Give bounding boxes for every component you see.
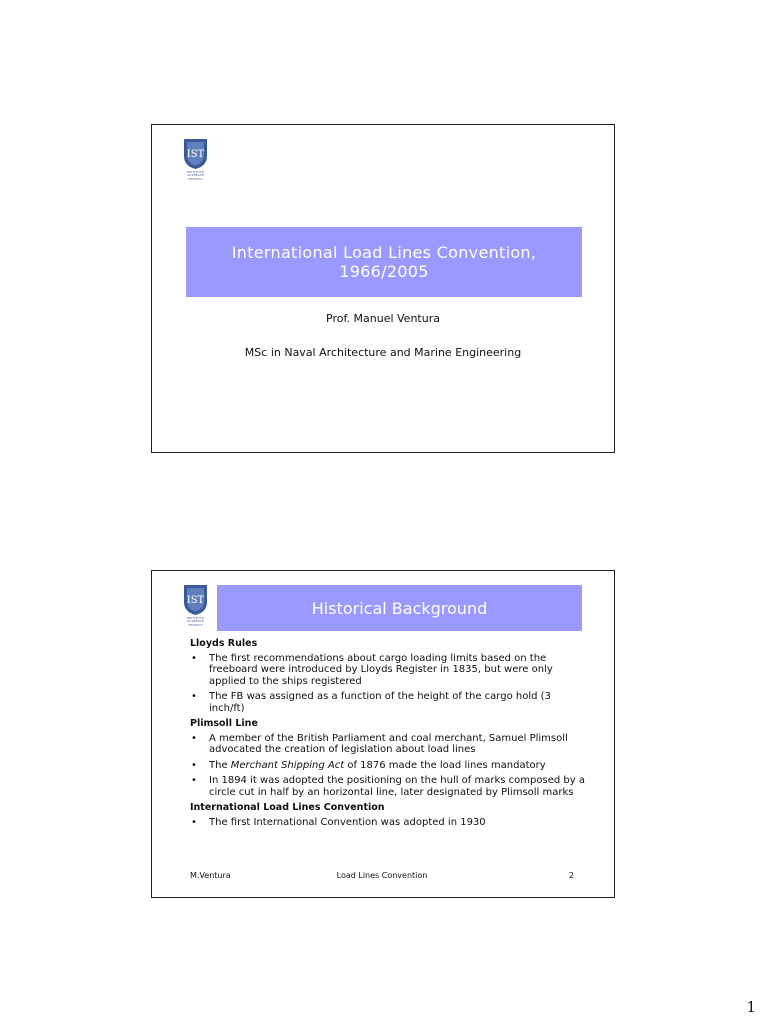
list-item-text: The first recommendations about cargo loading limits based on the freeboard were introduced by Lloyds Register in 1835, but were only applied to the ships registered	[209, 652, 553, 687]
slide-1-title-box	[186, 227, 582, 297]
logo-line-2: SUPERIOR	[187, 173, 204, 178]
section-heading: International Load Lines Convention	[190, 802, 385, 813]
logo-line-1: INSTITUTO	[186, 170, 205, 174]
list-item-text: In 1894 it was adopted the positioning on the hull of marks composed by a circle cut in half by an horizontal line, later designated by Plimsoll marks	[209, 775, 585, 798]
bullet: •	[191, 816, 197, 828]
logo-line-2: SUPERIOR	[187, 619, 204, 624]
bullet: •	[191, 691, 197, 702]
footer-title: Load Lines Convention	[336, 871, 428, 880]
logo-line-3: TÉCNICO	[188, 622, 203, 627]
list-item	[190, 817, 585, 829]
slide-2-content	[190, 638, 585, 832]
slide-2	[151, 570, 615, 898]
author-name: Prof. Manuel Ventura	[326, 312, 440, 325]
list-item-text: The first International Convention was adopted in 1930	[209, 816, 486, 828]
university-logo	[182, 584, 209, 630]
program-name: MSc in Naval Architecture and Marine Engineering	[244, 346, 522, 359]
logo-line-1: INSTITUTO	[186, 616, 205, 620]
bullet: •	[191, 732, 197, 744]
shield-icon	[182, 138, 209, 170]
slide-1	[151, 124, 615, 453]
list-item	[190, 691, 585, 714]
svg-text:IST: IST	[186, 149, 205, 160]
bullet: •	[191, 775, 197, 786]
bullet: •	[191, 652, 197, 664]
list-item-text: A member of the British Parliament and coal merchant, Samuel Plimsoll advocated the creation of legislation about load lines	[209, 732, 568, 755]
slide-1-title-line-1: International Load Lines Convention,	[231, 243, 537, 262]
footer-slide-number: 2	[568, 871, 574, 880]
list-item-text: The FB was assigned as a function of the height of the cargo hold (3 inch/ft)	[209, 691, 551, 714]
list-item-text: The Merchant Shipping Act of 1876 made the load lines mandatory	[209, 759, 546, 771]
list-item	[190, 653, 585, 688]
slide-1-title-line-2: 1966/2005	[339, 262, 429, 281]
shield-icon	[182, 584, 209, 616]
section-heading: Plimsoll Line	[190, 718, 258, 729]
bullet: •	[191, 759, 197, 771]
page-number: 1	[746, 998, 756, 1016]
footer-author: M.Ventura	[190, 871, 231, 880]
list-item	[190, 760, 585, 772]
list-item	[190, 775, 585, 798]
svg-text:IST: IST	[186, 595, 205, 606]
list-item	[190, 733, 585, 756]
logo-line-3: TÉCNICO	[188, 176, 203, 181]
university-logo	[182, 138, 209, 184]
section-heading: Lloyds Rules	[190, 638, 258, 649]
slide-2-title: Historical Background	[217, 585, 582, 631]
